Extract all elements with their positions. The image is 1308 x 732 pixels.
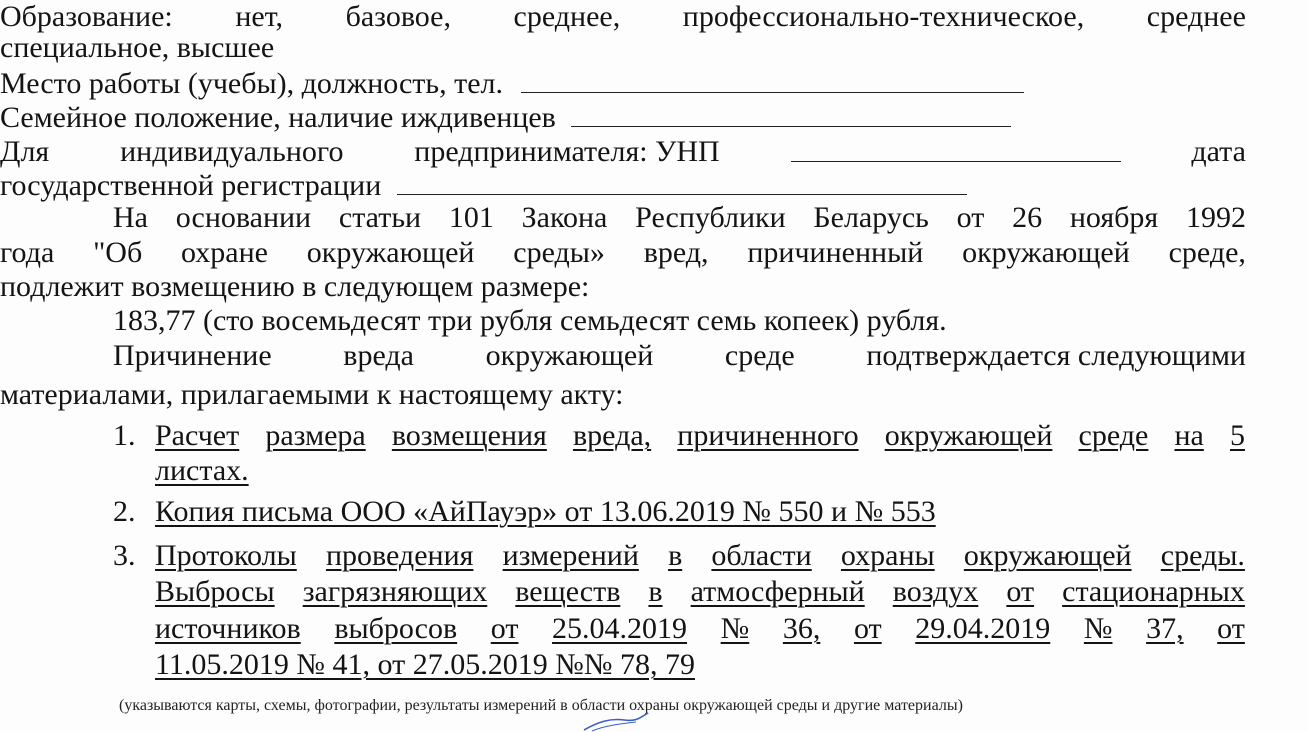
word: Причинение (113, 339, 272, 372)
word: проведения (325, 539, 474, 572)
word: листах. (155, 454, 249, 487)
word: На (113, 201, 148, 234)
word: от (490, 612, 519, 645)
word: подтверждается следующими (866, 339, 1246, 372)
word: базовое, (345, 0, 451, 33)
word: веществ (515, 575, 621, 608)
word: источников (155, 612, 301, 645)
registration-label: государственной регистрации (0, 169, 382, 202)
word: среды» (513, 236, 605, 269)
list-number: 1. (113, 419, 136, 452)
word: Расчет (155, 419, 240, 452)
word: охраны (840, 539, 935, 572)
attachment-3-line-4 (155, 650, 1245, 680)
word: Протоколы (155, 539, 297, 572)
word: воздух (892, 575, 979, 608)
attachment-2-line-1 (155, 497, 1245, 527)
word: охране (181, 236, 268, 269)
word: в (668, 539, 683, 572)
paragraph1-line-2 (0, 238, 1246, 268)
word: 37, (1146, 612, 1184, 645)
word: причиненного (677, 419, 859, 452)
word: 11.05.2019 № 41, от 27.05.2019 №№ 78, 79 (155, 648, 695, 681)
word: среднее, (513, 0, 621, 33)
workplace-line (0, 68, 1246, 99)
word: нет, (235, 0, 284, 33)
word: 25.04.2019 (552, 612, 688, 645)
word: Выбросы (155, 575, 275, 608)
family-line (0, 102, 1246, 133)
paragraph2-line-1 (113, 341, 1246, 371)
word: загрязняющих (302, 575, 488, 608)
family-label: Семейное положение, наличие иждивенцев (0, 101, 556, 134)
word: окружающей (485, 339, 654, 372)
word: размера (265, 419, 366, 452)
word: среде (724, 339, 795, 372)
paragraph2-line-2: материалами, прилагаемыми к настоящему акту: (0, 378, 624, 411)
word: 5 (1230, 419, 1245, 452)
word: области (711, 539, 812, 572)
word: причиненный (747, 236, 924, 269)
word: профессионально-техническое, (682, 0, 1085, 33)
attachment-3-line-3 (155, 614, 1245, 644)
word: вреда (343, 339, 414, 372)
workplace-blank-field[interactable] (521, 68, 1024, 93)
word: № (720, 612, 750, 645)
word: среде, (1168, 236, 1246, 269)
attachment-3-line-1 (155, 541, 1245, 571)
word: на (1174, 419, 1204, 452)
word: от (956, 201, 985, 234)
attachment-1-line-1 (155, 421, 1245, 451)
word: от (853, 612, 882, 645)
registration-date-blank-field[interactable] (397, 170, 967, 195)
word: 26 (1012, 201, 1043, 234)
damage-amount: 183,77 (сто восемьдесят три рубля семьдесят семь копеек) рубля. (113, 304, 947, 337)
word: "Об (93, 236, 143, 269)
attachment-3-line-2 (155, 577, 1245, 607)
word: ноября (1069, 201, 1159, 234)
word: предпринимателя: УНП (414, 135, 720, 168)
signature-stroke-icon (580, 712, 650, 732)
education-line-1 (0, 2, 1246, 32)
entrepreneur-line-2 (0, 170, 1246, 201)
list-number: 2. (113, 495, 136, 528)
word: от (1217, 612, 1245, 645)
workplace-label: Место работы (учебы), должность, тел. (0, 67, 503, 100)
word: среды. (1160, 539, 1245, 572)
paragraph1-line-1 (113, 203, 1246, 233)
word: стационарных (1062, 575, 1245, 608)
paragraph1-line-3: подлежит возмещению в следующем размере: (0, 270, 590, 303)
word: Копия письма ООО «АйПауэр» от 13.06.2019 № 550 и № 553 (155, 495, 936, 528)
word: Для (0, 135, 50, 168)
word: в (648, 575, 663, 608)
attachment-1-line-2 (155, 456, 1245, 486)
word: Республики (635, 201, 786, 234)
word: вред, (643, 236, 709, 269)
word: дата (1191, 135, 1246, 168)
word: № (1083, 612, 1113, 645)
word: Закона (521, 201, 608, 234)
family-blank-field[interactable] (571, 102, 1011, 127)
list-number: 3. (113, 539, 136, 572)
word: окружающей (884, 419, 1053, 452)
word: окружающей (963, 539, 1132, 572)
attachments-caption: (указываются карты, схемы, фотографии, результаты измерений в области охраны окружающей среды и другие материалы) (119, 697, 963, 714)
word: Беларусь (813, 201, 929, 234)
word: окружающей (306, 236, 475, 269)
word: окружающей (962, 236, 1130, 269)
word: атмосферный (690, 575, 865, 608)
word: среднее (1146, 0, 1246, 33)
word: вреда, (572, 419, 652, 452)
education-line-2: специальное, высшее (0, 31, 275, 64)
word: индивидуального (120, 135, 344, 168)
word: 29.04.2019 (915, 612, 1051, 645)
word: года (0, 236, 55, 269)
word: Образование: (0, 0, 173, 33)
unp-blank-field[interactable] (791, 137, 1121, 162)
entrepreneur-line-1 (0, 137, 1246, 167)
word: возмещения (391, 419, 547, 452)
word: статьи (338, 201, 422, 234)
word: основании (175, 201, 312, 234)
word: 36, (782, 612, 821, 645)
word: выбросов (334, 612, 458, 645)
word: 101 (448, 201, 494, 234)
word: 1992 (1186, 201, 1246, 234)
word: от (1006, 575, 1035, 608)
word: измерений (502, 539, 639, 572)
word: среде (1078, 419, 1149, 452)
